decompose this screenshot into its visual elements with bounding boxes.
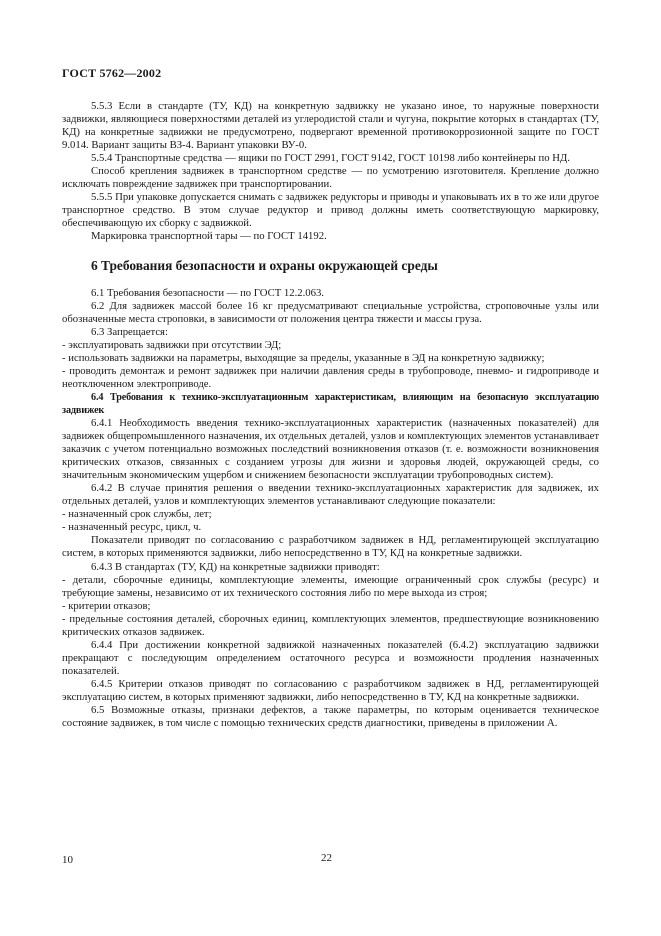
paragraph-6-4-2: 6.4.2 В случае принятия решения о введении технико-эксплуатационных характеристик для задвижек, их отдельных деталей, узлов и комплектующих элементов устанавливают следующие показатели: — [62, 482, 599, 508]
footer-left-number: 10 — [62, 854, 73, 866]
paragraph-6-4-1: 6.4.1 Необходимость введения технико-эксплуатационных характеристик (назначенных показателей) для задвижек общепромышленного назначения, их отдельных деталей, узлов и комплектующих элементов устанавливает заказчик с учетом потенциально возможных последствий возникновения отказов (т. е. возможности возникновения критических отказов, связанных с созданием угрозы для жизни и здоровья людей, окружающей среды, со значительным экономическим ущербом и снижением безопасности эксплуатации трубопроводных систем). — [62, 416, 599, 482]
list-item: - детали, сборочные единицы, комплектующие элементы, имеющие ограниченный срок службы (ресурс) и требующие замены, независимо от их технического состояния либо по мере выхода из строя; — [62, 573, 599, 599]
section-title: 6 Требования безопасности и охраны окружающей среды — [91, 257, 438, 273]
paragraph-5-5-3: 5.5.3 Если в стандарте (ТУ, КД) на конкретную задвижку не указано иное, то наружные поверхности задвижки, являющиеся поверхностями деталей из углеродистой стали и чугуна, покрытие которых в стандартах (ТУ, КД) на конкретные задвижки не предусмотрено, подвергают временной противокоррозионной защите по ГОСТ 9.014. Вариант защиты ВЗ-4. Вариант упаковки ВУ-0. — [62, 100, 599, 152]
paragraph-6-4-5: 6.4.5 Критерии отказов приводят по согласованию с разработчиком задвижек в НД, регламентирующей эксплуатацию систем, в которых применяют задвижки, либо непосредственно в ТУ, КД на конкретные задвижки. — [62, 677, 599, 703]
list-item: - эксплуатировать задвижки при отсутствии ЭД; — [62, 338, 282, 351]
page-number: 22 — [321, 852, 332, 864]
paragraph-5-5-5: 5.5.5 При упаковке допускается снимать с задвижек редукторы и приводы и упаковывать их в то же или другое транспортное средство. В этом случае редуктор и привод должны иметь соответствующую маркировку, обеспечивающую их сборку с задвижкой. — [62, 191, 599, 230]
paragraph-6-1: 6.1 Требования безопасности — по ГОСТ 12.2.063. — [91, 286, 324, 299]
list-item: - назначенный срок службы, лет; — [62, 508, 212, 521]
paragraph-fastening: Способ крепления задвижек в транспортном средстве — по усмотрению изготовителя. Крепление должно исключать повреждение задвижек при транспортировании. — [62, 165, 599, 191]
document-code-header: ГОСТ 5762—2002 — [62, 66, 162, 80]
paragraph-6-5: 6.5 Возможные отказы, признаки дефектов, а также параметры, по которым оценивается техническое состояние задвижек, в том числе с помощью технических средств диагностики, приведены в приложении А. — [62, 704, 599, 730]
list-item: - критерии отказов; — [62, 599, 151, 612]
paragraph-indicators: Показатели приводят по согласованию с разработчиком задвижек в НД, регламентирующей эксплуатацию систем, в которых применяются задвижки, либо непосредственно в ТУ, КД на конкретные задвижки. — [62, 534, 599, 560]
paragraph-6-2: 6.2 Для задвижек массой более 16 кг предусматривают специальные устройства, строповочные узлы или обозначенные места строповки, в зависимости от положения центра тяжести и массы груза. — [62, 299, 599, 325]
list-item: - назначенный ресурс, цикл, ч. — [62, 521, 202, 534]
document-body — [62, 100, 599, 730]
paragraph-6-4-3: 6.4.3 В стандартах (ТУ, КД) на конкретные задвижки приводят: — [91, 560, 380, 573]
subsection-6-4-heading: 6.4 Требования к технико-эксплуатационным характеристикам, влияющим на безопасную эксплуатацию задвижек — [62, 391, 599, 416]
paragraph-5-5-4: 5.5.4 Транспортные средства — ящики по ГОСТ 2991, ГОСТ 9142, ГОСТ 10198 либо контейнеры по НД. — [91, 152, 570, 165]
paragraph-6-4-4: 6.4.4 При достижении конкретной задвижкой назначенных показателей (6.4.2) эксплуатацию задвижки прекращают с последующим определением остаточного ресурса и возможности продления назначенных показателей. — [62, 638, 599, 677]
paragraph-6-3: 6.3 Запрещается: — [91, 325, 168, 338]
list-item: - предельные состояния деталей, сборочных единиц, комплектующих элементов, предшествующие возникновению критических отказов задвижек. — [62, 612, 599, 638]
list-item: - проводить демонтаж и ремонт задвижек при наличии давления среды в трубопроводе, пневмо- и гидроприводе и неотключенном электроприводе. — [62, 364, 599, 390]
paragraph-transport-marking: Маркировка транспортной тары — по ГОСТ 14192. — [91, 230, 327, 243]
list-item: - использовать задвижки на параметры, выходящие за пределы, указанные в ЭД на конкретную задвижку; — [62, 351, 545, 364]
